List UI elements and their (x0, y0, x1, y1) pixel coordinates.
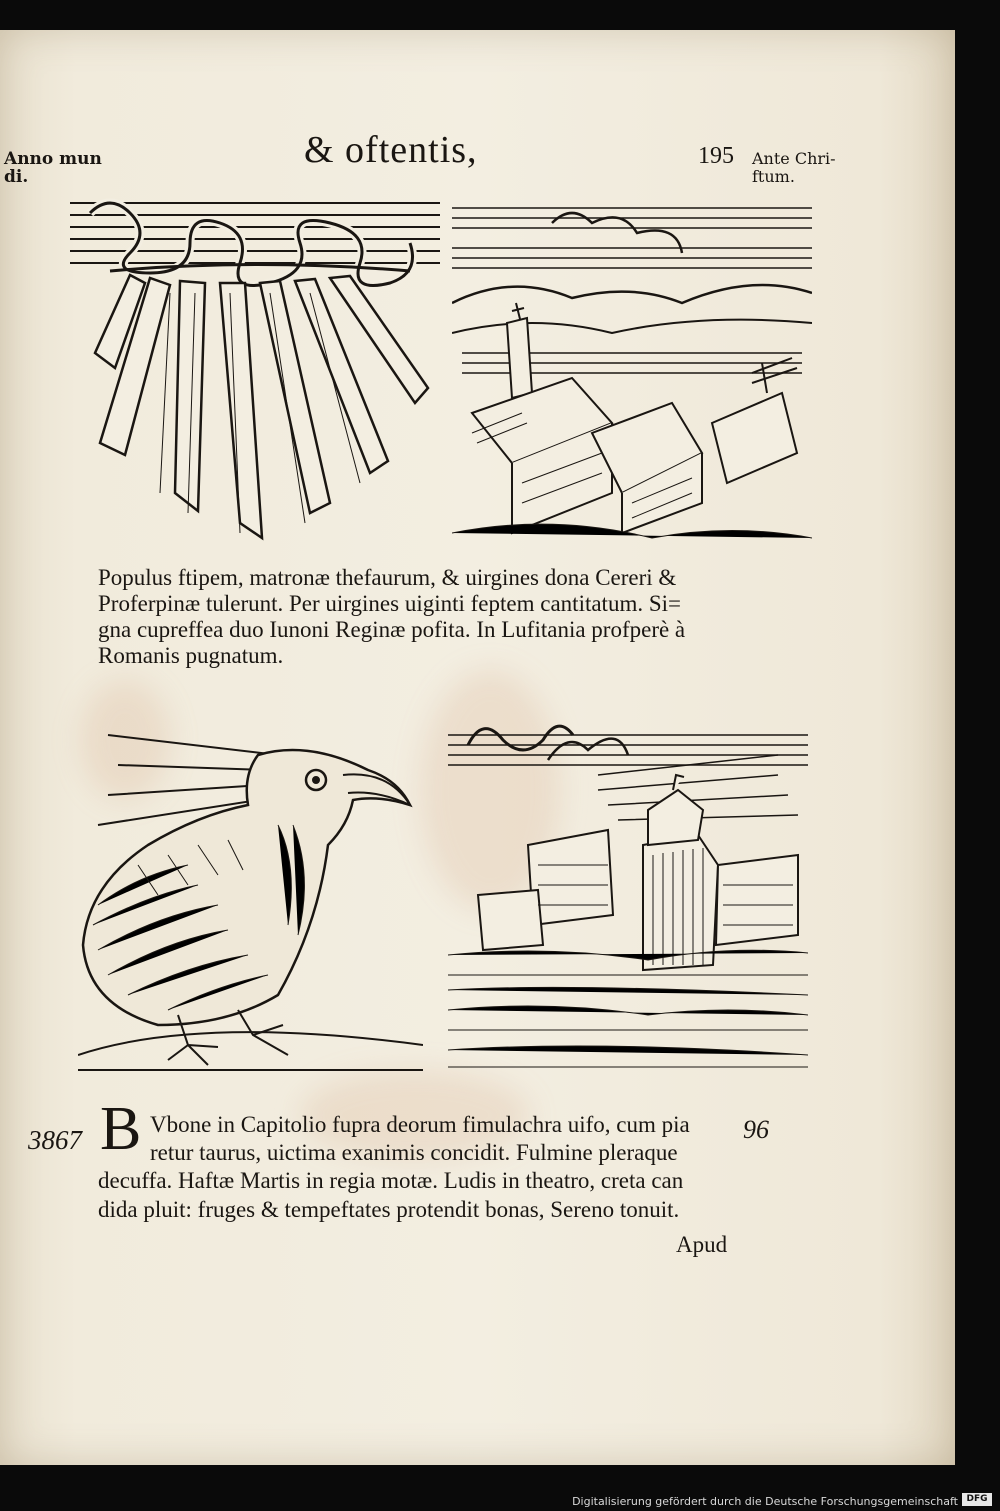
dfg-logo: DFG (962, 1493, 992, 1506)
footer-bar (0, 1465, 1000, 1511)
margin-note-left (4, 150, 102, 186)
town-earthquake-woodcut (452, 193, 812, 555)
paragraph-2-line-3: decuffa. Haftæ Martis in regia motæ. Ludis in theatro, creta can (98, 1168, 684, 1193)
year-note: 3867 (28, 1125, 82, 1155)
margin-note-right (752, 150, 836, 186)
catchword: Apud (676, 1232, 728, 1257)
page-number: 195 (698, 143, 734, 169)
margin-note-left-line1: Anno mun (4, 149, 102, 169)
side-number: 96 (743, 1115, 769, 1144)
paragraph-1-line-3: gna cupreffea duo Iunoni Reginæ pofita. In Lufitania profperè à (98, 617, 686, 642)
paragraph-2-line-4: dida pluit: fruges & tempeftates protendit bonas, Sereno tonuit. (98, 1197, 680, 1222)
margin-note-right-line1: Ante Chri- (752, 149, 836, 168)
horned-bird-woodcut (78, 725, 423, 1080)
sun-rays-woodcut (70, 193, 440, 555)
paragraph-1-line-1: Populus ftipem, matronæ thefaurum, & uirgines dona Cereri & (98, 565, 677, 590)
paragraph-1-line-2: Proferpinæ tulerunt. Per uirgines uiginti feptem cantitatum. Si= (98, 591, 681, 616)
margin-note-left-line2: di. (4, 167, 29, 187)
footer-credit: Digitalisierung gefördert durch die Deutsche Forschungsgemeinschaft (572, 1495, 958, 1508)
drop-cap: B (100, 1095, 142, 1163)
paragraph-2-line-2: retur taurus, uictima exanimis concidit. Fulmine pleraque (150, 1140, 678, 1165)
margin-note-right-line2: ftum. (752, 167, 795, 186)
paragraph-1 (98, 565, 685, 669)
page-title: & oftentis, (304, 129, 478, 171)
paragraph-2-line-1: Vbone in Capitolio fupra deorum fimulachra uifo, cum pia (150, 1112, 690, 1137)
paragraph-1-line-4: Romanis pugnatum. (98, 643, 284, 668)
coastal-castle-woodcut (448, 715, 808, 1080)
